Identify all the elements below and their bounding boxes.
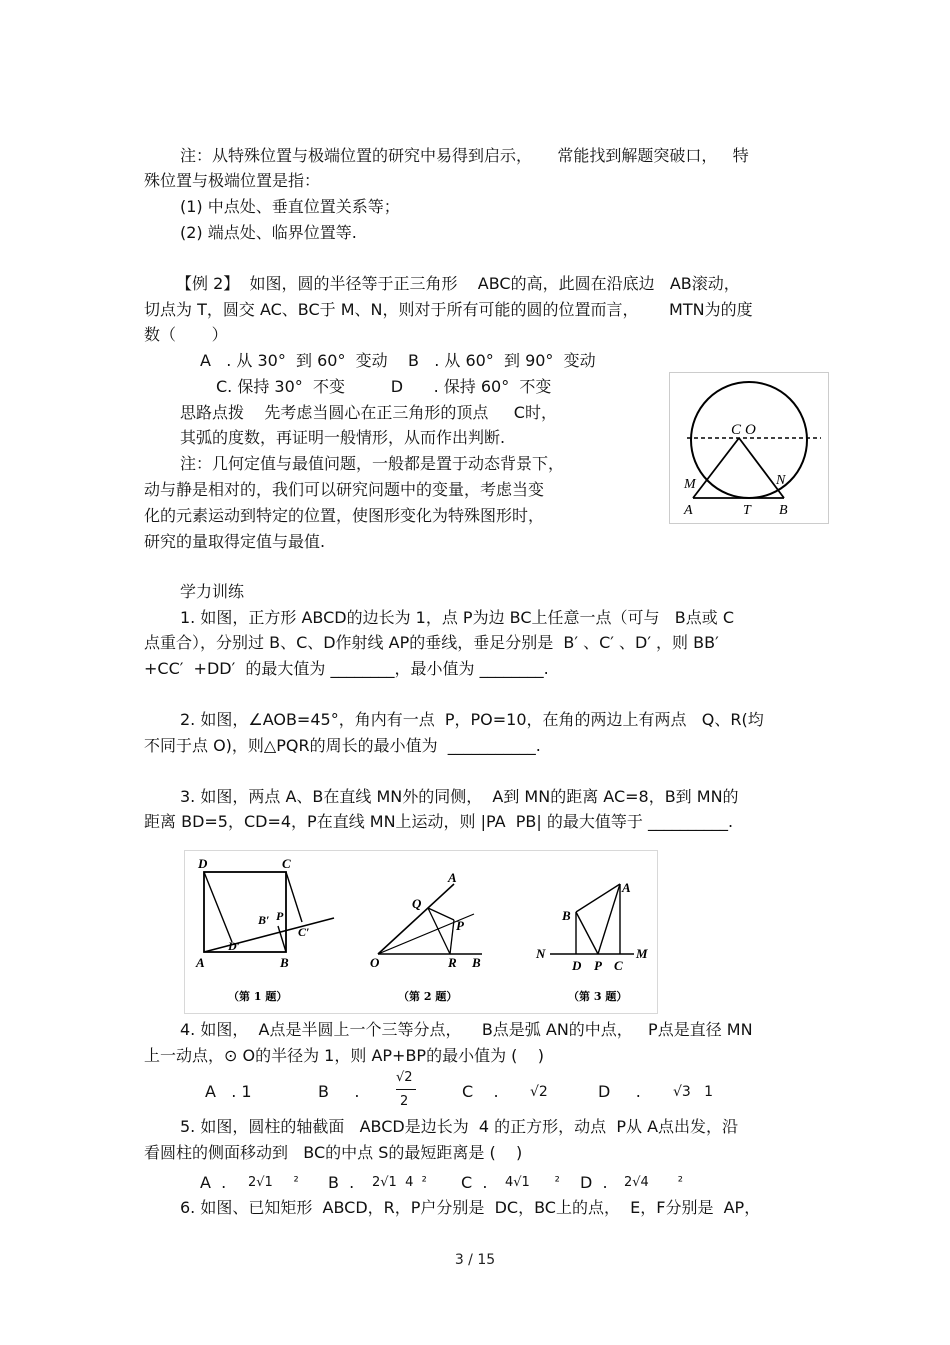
q4-option-c-value: √2 <box>530 1084 548 1100</box>
fig1-square <box>195 856 334 1003</box>
fig2-label-b: B <box>472 955 481 970</box>
fig3-line <box>535 880 648 1003</box>
q6-line-1: 6. 如图、已知矩形 ABCD，R，P户分别是 DC，BC上的点， E，F分别是 AP， <box>180 1198 761 1217</box>
q1-line-2: 点重合），分别过 B、C、D作射线 AP的垂线，垂足分别是 B′ 、C′ 、D′ ，则 BB′ <box>144 633 719 652</box>
fig2-angle <box>370 870 482 1003</box>
example2-note-3: 化的元素运动到特定的位置，使图形变化为特殊图形时， <box>144 506 545 525</box>
fig3-label-p: P <box>594 958 602 973</box>
fig1-label-p: P <box>276 909 284 923</box>
q5-option-b-label: B . <box>328 1173 355 1192</box>
q4-line-2: 上一动点，⊙ O的半径为 1，则 AP+BP的最小值为 ( ) <box>144 1046 544 1065</box>
q1-line-1: 1. 如图，正方形 ABCD的边长为 1，点 P为边 BC上任意一点（可与 B点或 C <box>180 608 735 627</box>
note-line-1: 注：从特殊位置与极端位置的研究中易得到启示， 常能找到解题突破口， 特 <box>180 146 749 165</box>
q5-option-c-value: 4√1 ² <box>505 1175 560 1190</box>
example2-line-2: 切点为 T，圆交 AC、BC于 M、N，则对于所有可能的圆的位置而言， MTN为的度 <box>144 300 753 319</box>
q3-line-2: 距离 BD=5，CD=4，P在直线 MN上运动，则 |PA PB| 的最大值等于 __________. <box>144 812 734 831</box>
fig1-label-a: A <box>196 955 205 970</box>
fig1-label-d: D <box>198 856 208 871</box>
q5-line-1: 5. 如图，圆柱的轴截面 ABCD是边长为 4 的正方形，动点 P从 A点出发，沿 <box>180 1117 739 1136</box>
fig1-caption: （第 1 题） <box>228 990 288 1003</box>
example2-line-1: 【例 2】 如图，圆的半径等于正三角形 ABC的高，此圆在沿底边 AB滚动， <box>176 274 740 293</box>
q4-line-1: 4. 如图， A点是半圆上一个三等分点， B点是弧 AN的中点， P点是直径 MN <box>180 1020 753 1039</box>
q1-line-3: +CC′ +DD′ 的最大值为 ________，最小值为 ________. <box>144 659 549 678</box>
fig2-caption: （第 2 题） <box>398 990 458 1003</box>
fig1-label-dprime: D′ <box>228 939 241 953</box>
fig-label-m: M <box>684 477 696 492</box>
fig3-label-d: D <box>572 958 582 973</box>
q4-option-a: A . 1 <box>205 1082 252 1101</box>
q4-option-d-value: √3 1 <box>673 1084 714 1100</box>
q4-option-d-label: D . <box>598 1082 641 1101</box>
fig-label-c: C <box>731 422 742 438</box>
q4-option-b-denominator: 2 <box>400 1094 409 1109</box>
q5-option-d-label: D . <box>580 1173 608 1192</box>
fig1-label-bprime: B′ <box>258 913 270 927</box>
fig2-label-a: A <box>448 870 457 885</box>
q5-option-a-value: 2√1 ² <box>248 1175 299 1190</box>
q5-option-b-value: 2√1 4 ² <box>372 1175 427 1190</box>
example2-hint-1: 思路点拨 先考虑当圆心在正三角形的顶点 C时， <box>180 403 557 422</box>
fig3-label-c: C <box>614 958 623 973</box>
fig2-label-p: P <box>456 918 464 933</box>
q5-line-2: 看圆柱的侧面移动到 BC的中点 S的最短距离是 ( ) <box>144 1143 523 1162</box>
example2-options-cd: C. 保持 30° 不变 D . 保持 60° 不变 <box>216 377 552 396</box>
fig-label-n: N <box>776 473 786 488</box>
fig3-label-n: N <box>536 946 546 961</box>
fig-label-b: B <box>779 503 788 518</box>
training-figures <box>184 850 658 1014</box>
q4-option-b-fraction-bar <box>396 1089 416 1090</box>
fig2-label-q: Q <box>412 896 422 911</box>
fig3-label-a: A <box>622 880 631 895</box>
note-line-2: 殊位置与极端位置是指： <box>144 171 321 190</box>
fig3-label-b: B <box>562 908 571 923</box>
q4-option-b-label: B . <box>318 1082 360 1101</box>
q2-line-2: 不同于点 O)，则△PQR的周长的最小值为 ___________. <box>144 736 541 755</box>
fig2-label-o: O <box>370 955 380 970</box>
example2-options-ab: A . 从 30° 到 60° 变动 B . 从 60° 到 90° 变动 <box>200 351 596 370</box>
fig2-label-r: R <box>448 955 457 970</box>
q2-line-1: 2. 如图，∠AOB=45°，角内有一点 P，PO=10，在角的两边上有两点 Q、R(均 <box>180 710 764 729</box>
example2-note-2: 动与静是相对的，我们可以研究问题中的变量，考虑当变 <box>144 480 545 499</box>
q5-option-c-label: C . <box>461 1173 488 1192</box>
fig-label-t: T <box>743 503 751 518</box>
q5-option-d-value: 2√4 ² <box>624 1175 683 1190</box>
q4-option-b-numerator: √2 <box>396 1070 413 1085</box>
example2-hint-2: 其弧的度数，再证明一般情形，从而作出判断. <box>180 428 506 447</box>
fig1-label-c: C <box>282 856 291 871</box>
fig1-label-cprime: C′ <box>298 925 310 939</box>
example2-note-1: 注：几何定值与最值问题，一般都是置于动态背景下， <box>180 454 565 473</box>
note-item-1: (1) 中点处、垂直位置关系等； <box>180 197 400 216</box>
page-number: 3 / 15 <box>454 1252 496 1268</box>
q5-option-a-label: A . <box>200 1173 227 1192</box>
note-item-2: (2) 端点处、临界位置等. <box>180 223 357 242</box>
example2-figure <box>669 372 829 524</box>
example2-line-3: 数（ ） <box>144 325 228 344</box>
fig3-caption: （第 3 题） <box>568 990 628 1003</box>
fig1-label-b: B <box>280 955 289 970</box>
training-title: 学力训练 <box>180 582 245 601</box>
fig3-label-m: M <box>636 946 648 961</box>
q3-line-1: 3. 如图，两点 A、B在直线 MN外的同侧， A到 MN的距离 AC=8，B到 MN的 <box>180 787 739 806</box>
q4-option-c-label: C . <box>462 1082 499 1101</box>
fig-label-o: O <box>745 422 756 438</box>
example2-note-4: 研究的量取得定值与最值. <box>144 532 326 551</box>
fig-label-a: A <box>684 503 693 518</box>
